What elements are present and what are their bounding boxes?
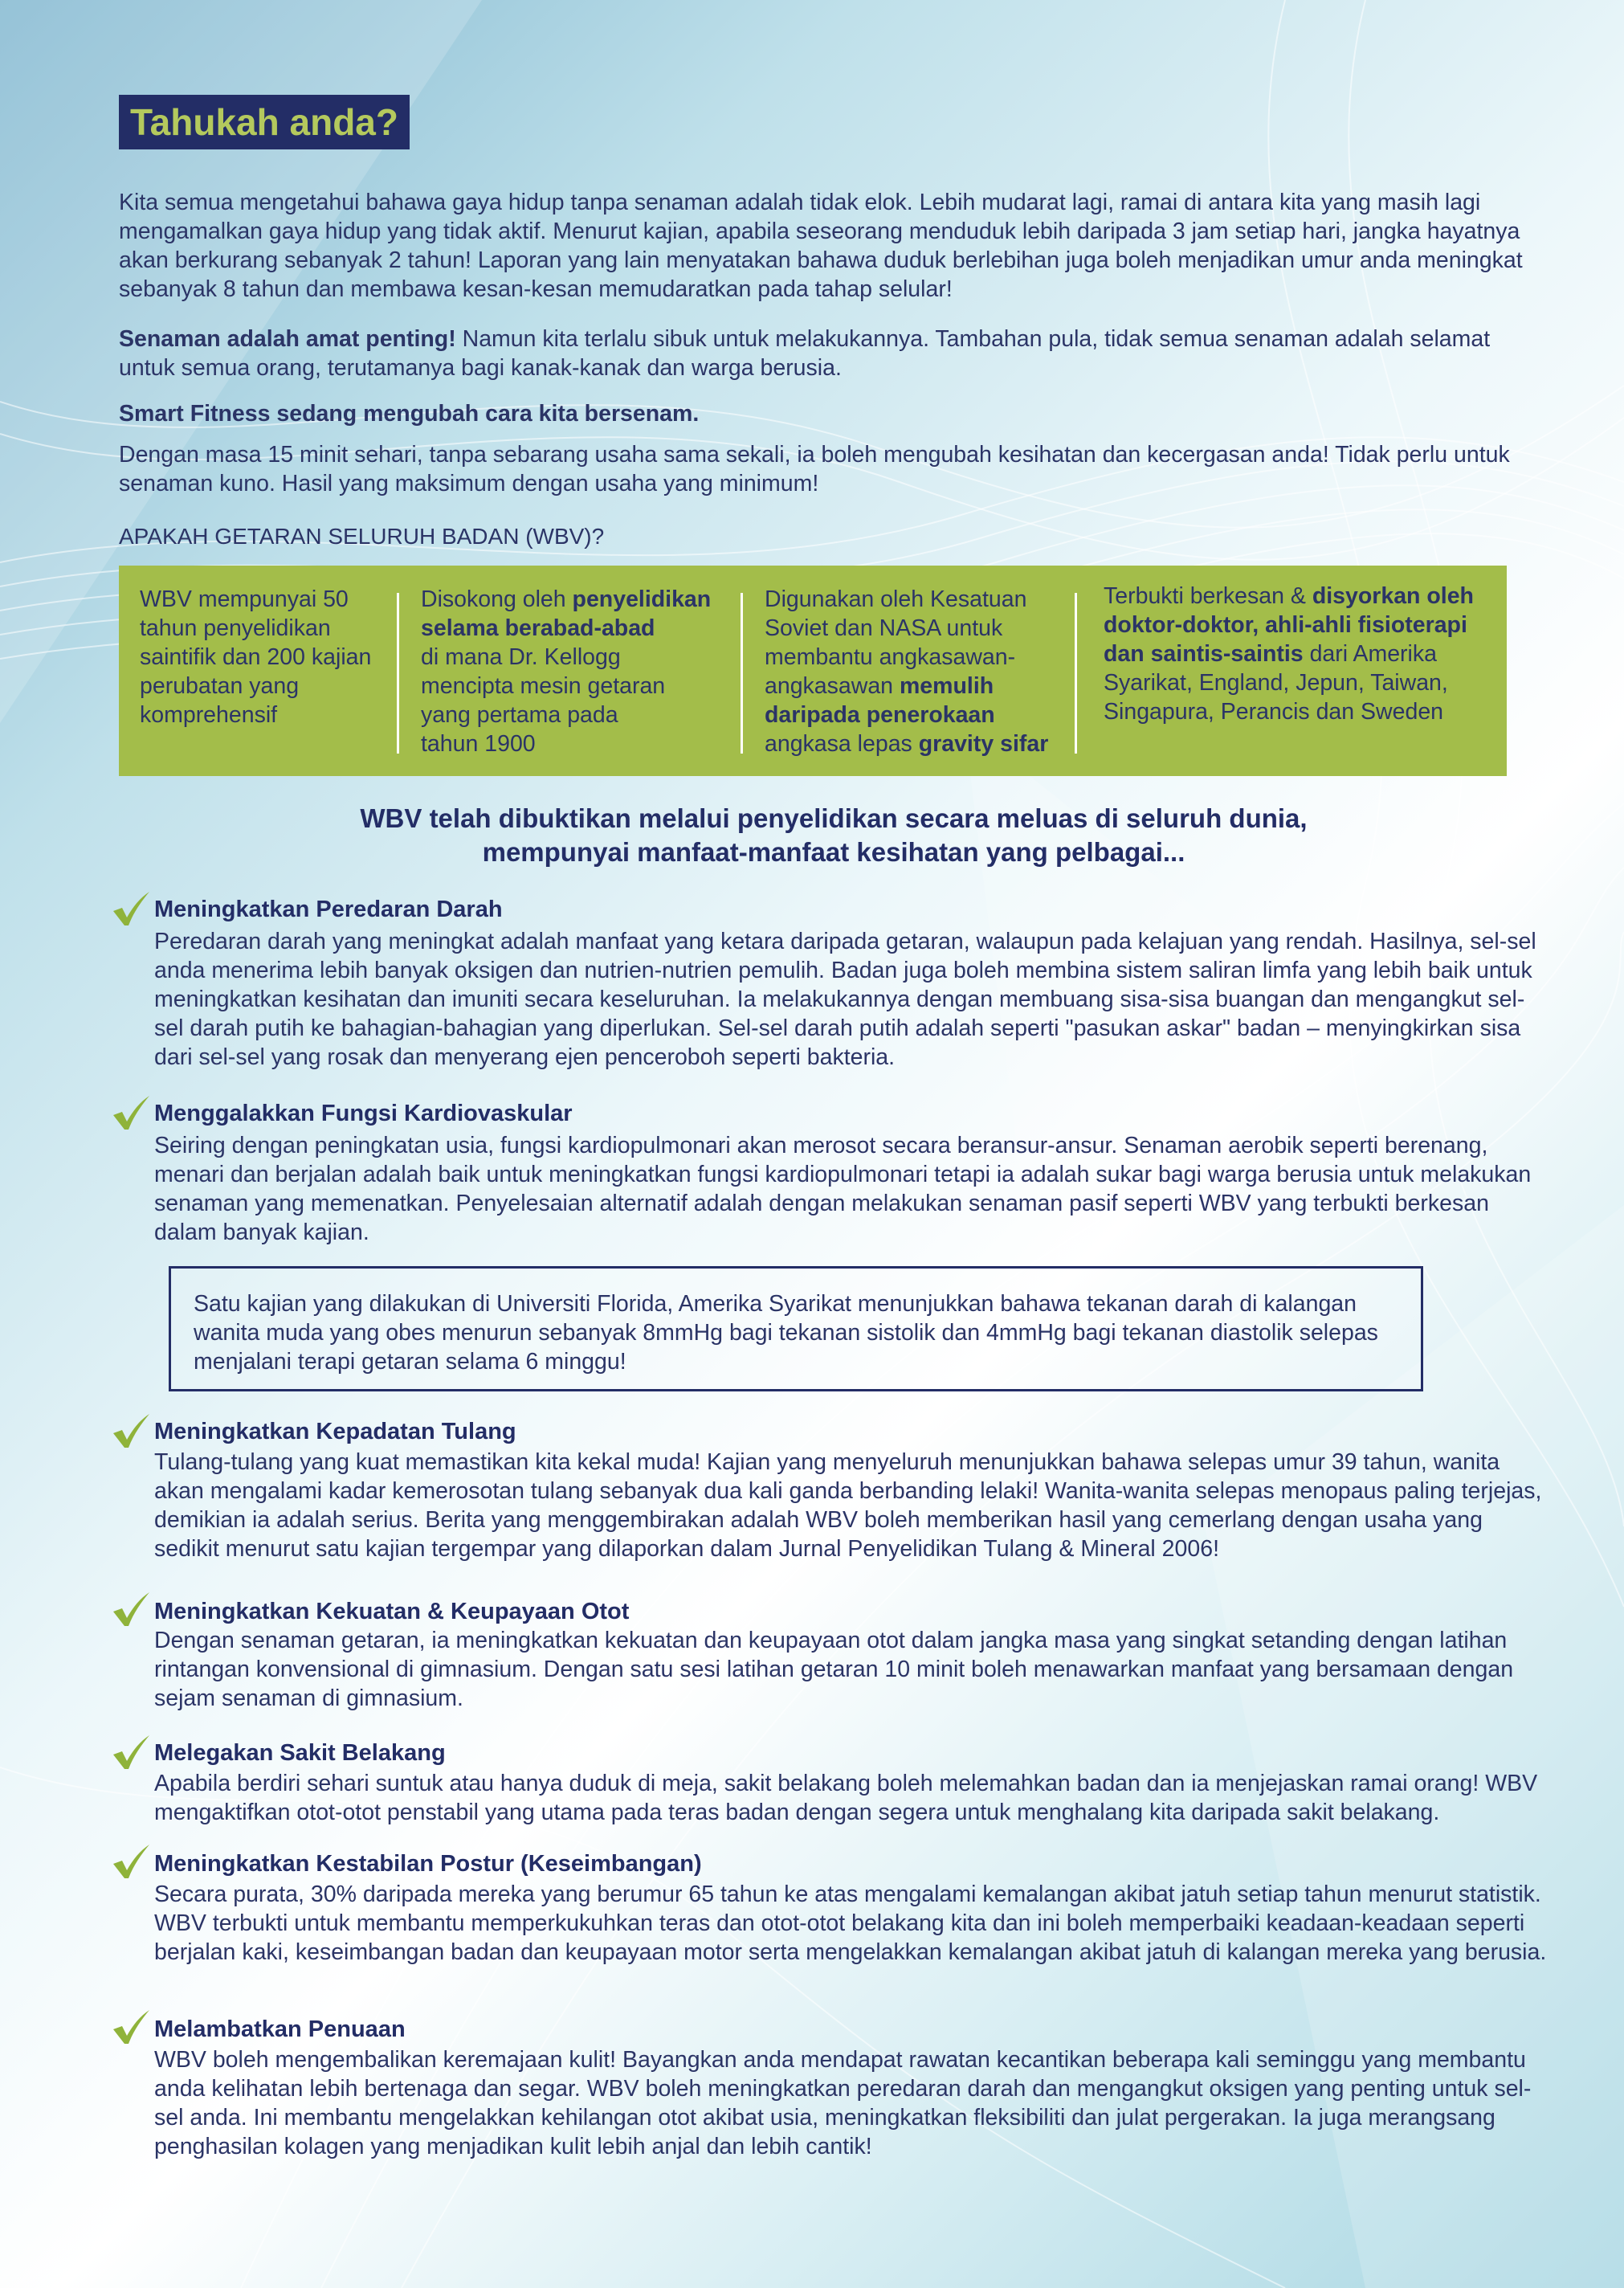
wbv-question: APAKAH GETARAN SELURUH BADAN (WBV)? [119,524,605,549]
check-icon [111,892,151,927]
title-banner [119,95,410,149]
fact-endorsed: Terbukti berkesan & disyorkan oleh doktor-doktor, ahli-ahli fisioterapi dan saintis-saintis dari Amerika Syarikat, England, Jepun, Taiwan, Singapura, Perancis dan Sweden [1104,583,1474,725]
benefit-title: Meningkatkan Kestabilan Postur (Keseimbangan) [154,1851,702,1877]
benefit-text: WBV boleh mengembalikan keremajaan kulit! Bayangkan anda mendapat rawatan kecantikan beberapa kali seminggu yang membantu anda kelihatan lebih bertenaga dan segar. WBV boleh meningkatkan peredaran darah dan mengangkut oksigen yang penting untuk sel-sel anda. Ini membantu mengelakkan kehilangan otot akibat usia, meningkatkan fleksibiliti dan julat pergerakan. Ia juga merangsang penghasilan kolagen yang menjadikan kulit lebih anjal dan lebih cantik! [154,2047,1532,2159]
importance-text: Namun kita terlalu sibuk untuk melakukannya. Tambahan pula, tidak semua senaman adalah selamat untuk semua orang, terutamanya bagi kanak-kanak dan warga berusia. [119,326,1491,381]
benefits-headline: WBV telah dibuktikan melalui penyelidikan secara meluas di seluruh dunia, mempunyai manfaat-manfaat kesihatan yang pelbagai... [360,803,1308,867]
benefit-title: Meningkatkan Peredaran Darah [154,897,503,922]
fact-research: WBV mempunyai 50 tahun penyelidikan saintifik dan 200 kajian perubatan yang komprehensif [140,586,372,728]
importance-paragraph [119,325,1549,382]
benefit-title: Meningkatkan Kekuatan & Keupayaan Otot [154,1599,630,1624]
benefit-title: Meningkatkan Kepadatan Tulang [154,1419,516,1444]
benefit-text: Apabila berdiri sehari suntuk atau hanya duduk di meja, sakit belakang boleh melemahkan badan dan ia menjejaskan ramai orang! WBV mengaktifkan otot-otot penstabil yang utama pada teras badan dengan segera untuk menghalang kita daripada sakit belakang. [154,1771,1538,1825]
benefit-text: Tulang-tulang yang kuat memastikan kita kekal muda! Kajian yang menyeluruh menunjukkan bahawa selepas umur 39 tahun, wanita akan mengalami kadar kemerosotan tulang sebanyak dua kali ganda berbanding lelaki! Wanita-wanita selepas menopaus paling terjejas, demikian ia adalah serius. Berita yang menggembirakan adalah WBV boleh memberikan hasil yang cemerlang dengan usaha yang sedikit menurut satu kajian tergempar yang dilaporkan dalam Jurnal Penyelidikan Tulang & Mineral 2006! [154,1449,1542,1562]
check-icon [111,1592,151,1628]
time-paragraph: Dengan masa 15 minit sehari, tanpa sebarang usaha sama sekali, ia boleh mengubah kesihatan dan kecergasan anda! Tidak perlu untuk senaman kuno. Hasil yang maksimum dengan usaha yang minimum! [119,442,1510,496]
check-icon [111,1414,151,1449]
benefit-title: Menggalakkan Fungsi Kardiovaskular [154,1101,573,1126]
benefit-text: Secara purata, 30% daripada mereka yang berumur 65 tahun ke atas mengalami kemalangan akibat jatuh setiap tahun menurut statistik. WBV terbukti untuk membantu memperkukuhkan teras dan otot-otot belakang kita dan ini boleh memperbaiki keadaan-keadaan seperti berjalan kaki, keseimbangan badan dan keupayaan motor serta mengelakkan kemalangan akibat jatuh di kalangan mereka yang berusia. [154,1881,1547,1965]
page-title: Tahukah anda? [130,101,398,143]
fact-history: Disokong oleh penyelidikan selama berabad-abad di mana Dr. Kellogg mencipta mesin getaran yang pertama pada tahun 1900 [421,586,712,757]
benefit-title: Melegakan Sakit Belakang [154,1740,446,1766]
intro-paragraph: Kita semua mengetahui bahawa gaya hidup tanpa senaman adalah tidak elok. Lebih mudarat lagi, ramai di antara kita yang masih lagi mengamalkan gaya hidup yang tidak aktif. Menurut kajian, apabila seseorang menduduk lebih daripada 3 jam setiap hari, jangka hayatnya akan berkurang sebanyak 2 tahun! Laporan yang lain menyatakan bahawa duduk berlebihan juga boleh menjadikan umur anda meningkat sebanyak 8 tahun dan membawa kesan-kesan memudaratkan pada tahap selular! [119,190,1523,302]
benefit-text: Seiring dengan peningkatan usia, fungsi kardiopulmonari akan merosot secara beransur-ansur. Senaman aerobik seperti berenang, menari dan berjalan adalah baik untuk meningkatkan fungsi kardiopulmonari tetapi ia adalah sukar bagi warga berusia untuk melakukan senaman yang memenatkan. Penyelesaian alternatif adalah dengan melakukan senaman pasif seperti WBV yang terbukti berkesan dalam banyak kajian. [154,1133,1532,1245]
divider [397,593,399,754]
importance-heading: Senaman adalah amat penting! [119,326,456,352]
benefit-text: Dengan senaman getaran, ia meningkatkan kekuatan dan keupayaan otot dalam jangka masa yang singkat setanding dengan latihan rintangan konvensional di gimnasium. Dengan satu sesi latihan getaran 10 minit boleh menawarkan manfaat yang bersamaan dengan sejam senaman di gimnasium. [154,1628,1514,1711]
check-icon [111,1845,151,1880]
facts-band [119,566,1507,776]
smart-fitness-text: Smart Fitness sedang mengubah cara kita bersenam. [119,401,700,427]
check-icon [111,2010,151,2045]
smart-fitness-heading [119,399,1549,428]
study-callout: Satu kajian yang dilakukan di Universiti Florida, Amerika Syarikat menunjukkan bahawa tekanan darah di kalangan wanita muda yang obes menurun sebanyak 8mmHg bagi tekanan sistolik dan 4mmHg bagi tekanan diastolik selepas menjalani terapi getaran selama 6 minggu! [169,1266,1423,1391]
benefit-text: Peredaran darah yang meningkat adalah manfaat yang ketara daripada getaran, walaupun pada kelajuan yang rendah. Hasilnya, sel-sel anda menerima lebih banyak oksigen dan nutrien-nutrien pemulih. Badan juga boleh membina sistem saliran limfa yang lebih baik untuk meningkatkan kesihatan dan imuniti secara keseluruhan. Ia melakukannya dengan membuang sisa-sisa buangan dan mengangkut sel-sel darah putih ke bahagian-bahagian yang diperlukan. Sel-sel darah putih adalah seperti "pasukan askar" badan – menyingkirkan sisa dari sel-sel yang rosak dan menyerang ejen penceroboh seperti bakteria. [154,929,1536,1070]
benefit-title: Melambatkan Penuaan [154,2016,406,2042]
divider [741,593,743,754]
check-icon [111,1735,151,1771]
divider [1075,593,1077,754]
fact-nasa: Digunakan oleh Kesatuan Soviet dan NASA untuk membantu angkasawan- angkasawan memulih daripada penerokaan angkasa lepas gravity sifar [765,586,1049,757]
check-icon [111,1096,151,1131]
